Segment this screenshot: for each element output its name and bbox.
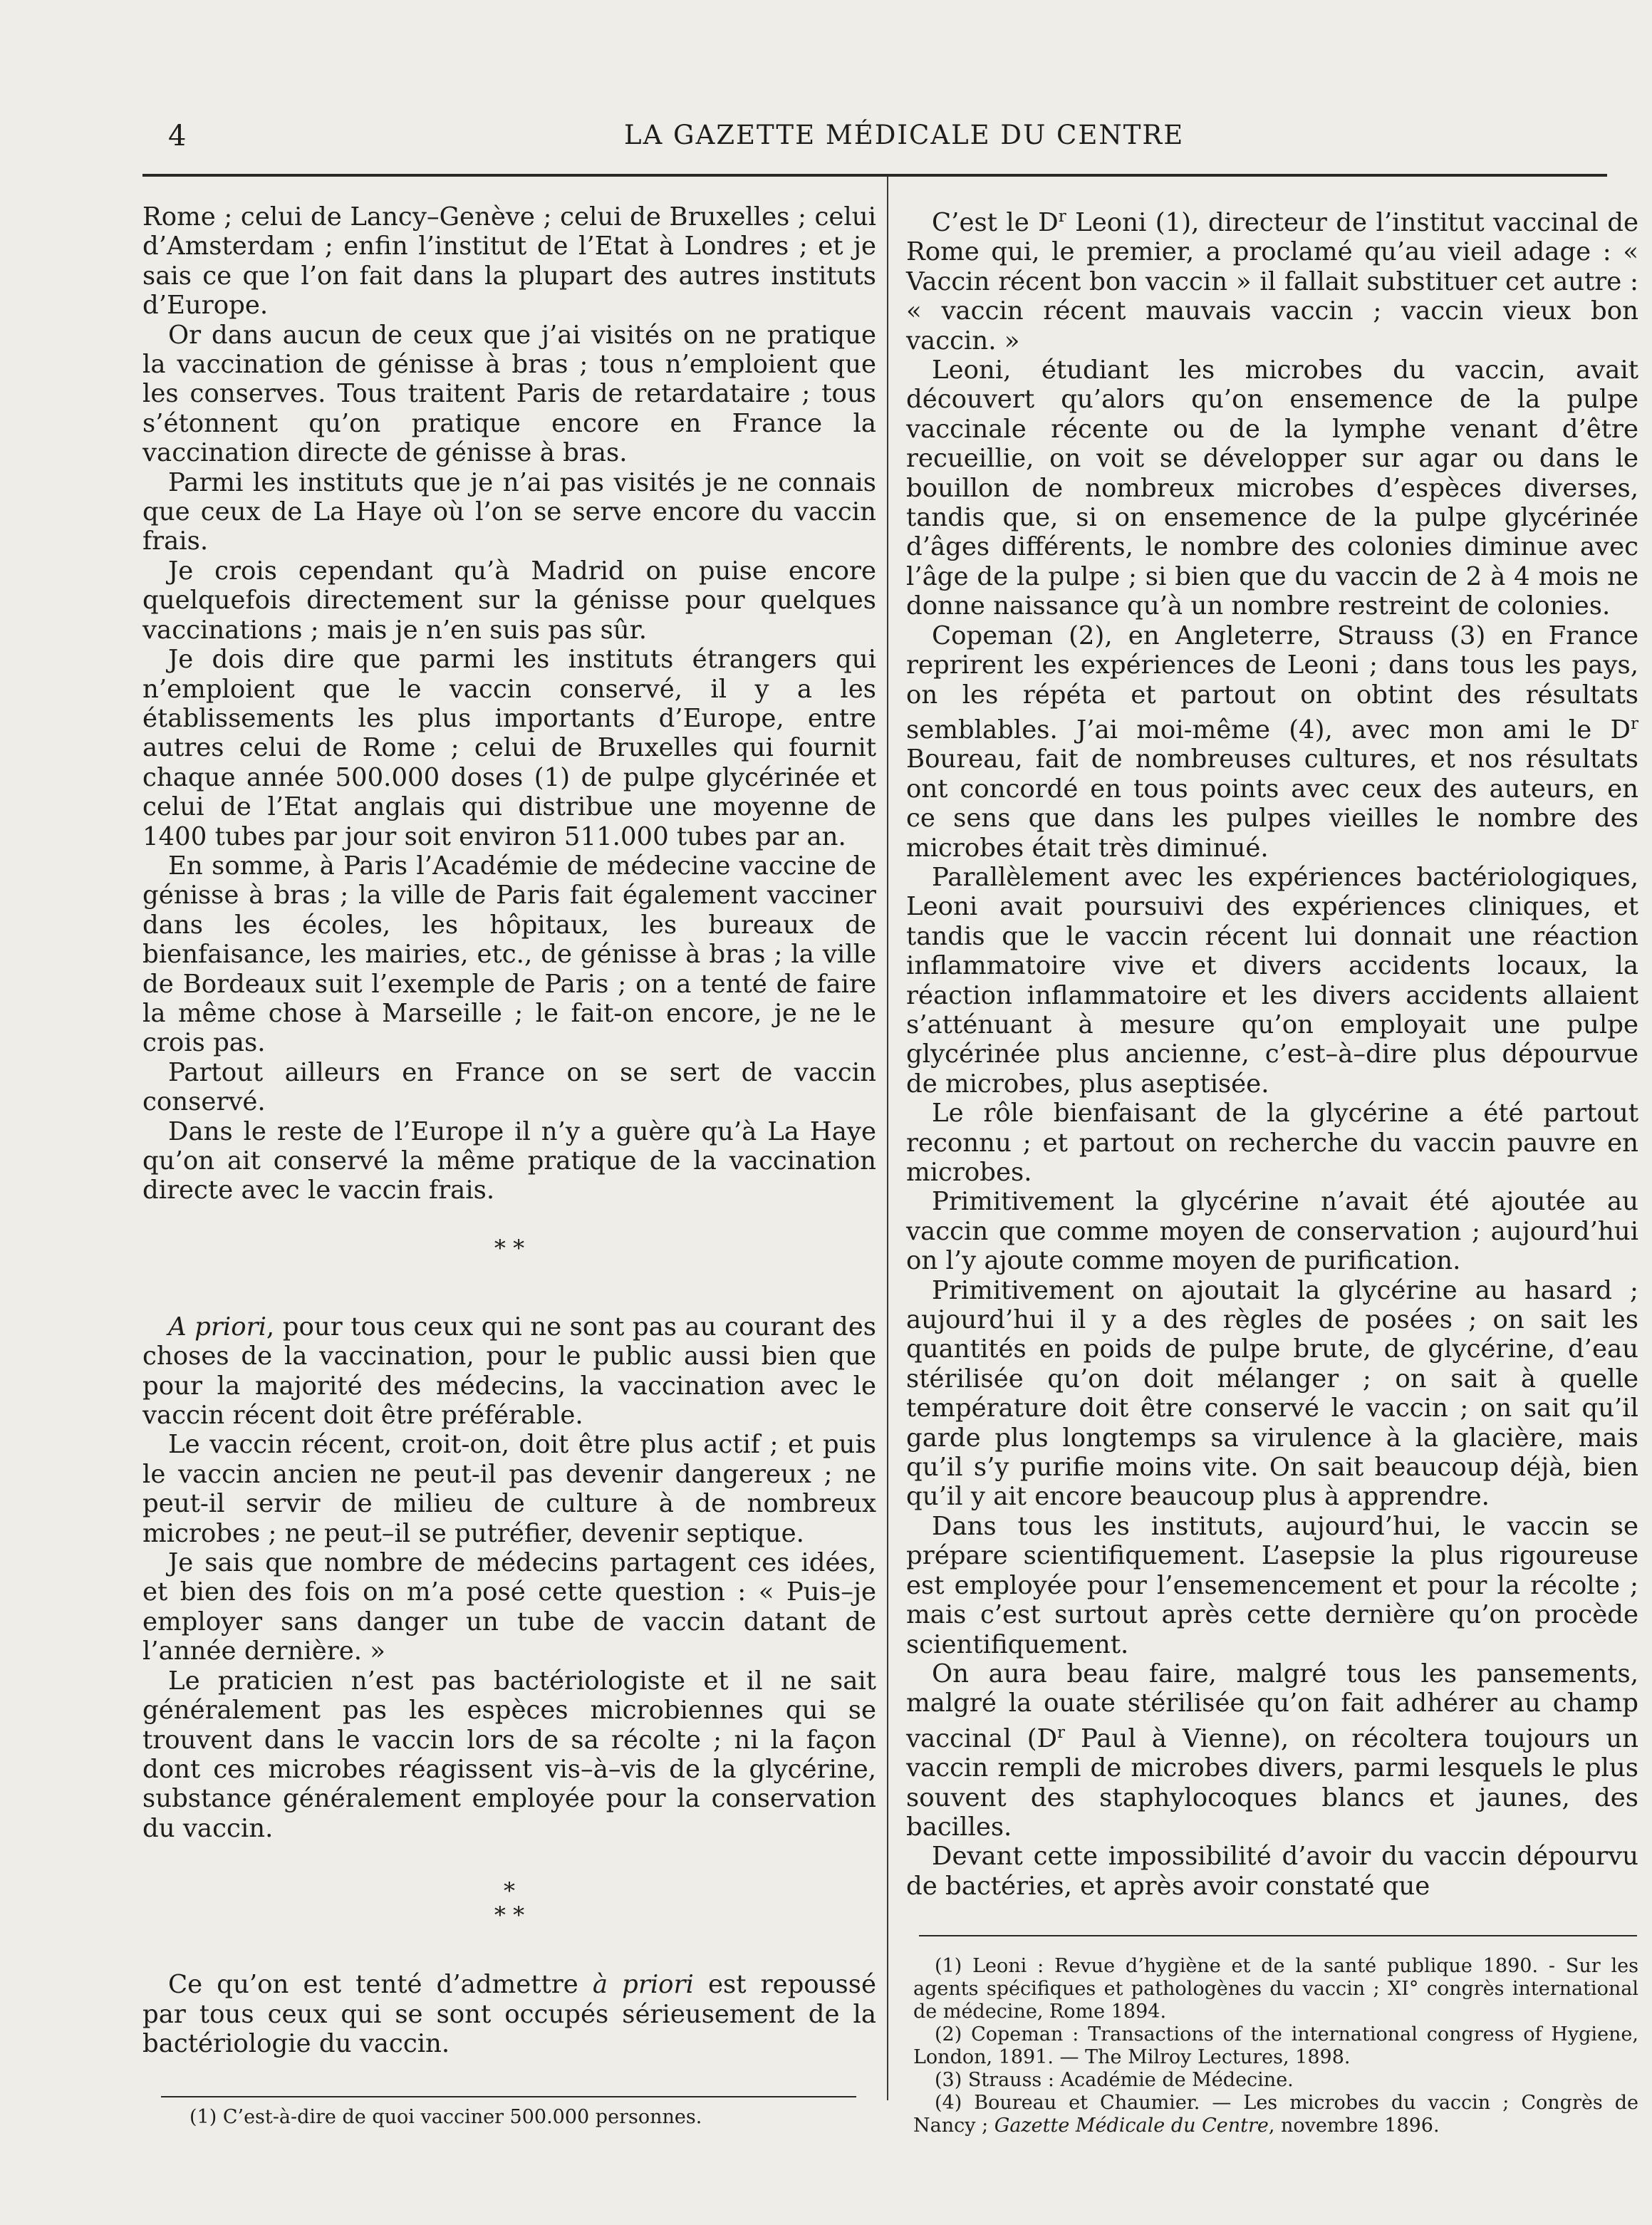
paragraph-text: C’est le D bbox=[932, 208, 1059, 237]
paragraph: Je dois dire que parmi les instituts étrangers qui n’emploient que le vaccin conservé, il y a les établissements les plus importants d’Europe, entre autres celui de Rome ; celui de Bruxelles qui fournit chaque année 500.000 doses (1) de pulpe glycérinée et celui de l’Etat anglais qui distribue une moyenne de 1400 tubes par jour soit environ 511.000 tubes par an. bbox=[142, 645, 876, 851]
footnote-text: , novembre 1896. bbox=[1268, 2115, 1440, 2137]
paragraph: Je sais que nombre de médecins partagent ces idées, et bien des fois on m’a posé cette question : « Puis–je employer sans danger un tube de vaccin datant de l’année dernière. » bbox=[142, 1548, 876, 1666]
paragraph: Je crois cependant qu’à Madrid on puise encore quelquefois directement sur la génisse pour quelques vaccinations ; mais je n’en suis pas sûr. bbox=[142, 556, 876, 645]
footnote-rule bbox=[919, 1935, 1637, 1936]
left-column bbox=[142, 202, 876, 2058]
paragraph: Devant cette impossibilité d’avoir du vaccin dépourvu de bactéries, et après avoir constaté que bbox=[906, 1842, 1638, 1901]
paragraph-text: Ce qu’on est tenté d’admettre bbox=[168, 1970, 593, 2000]
superscript: r bbox=[1058, 207, 1066, 226]
paragraph-text: Paul à Vienne), on récoltera toujours un vaccin rempli de microbes divers, parmi lesquels le plus souvent des staphylocoques blancs et jaunes, des bacilles. bbox=[906, 1723, 1638, 1842]
paragraph-text: Leoni (1), directeur de l’institut vaccinal de Rome qui, le premier, a proclamé qu’au vieil adage : « Vaccin récent bon vaccin » il fallait substituer cet autre : « vaccin récent mauvais vaccin ; vaccin vieux bon vaccin. » bbox=[906, 208, 1638, 356]
column-divider bbox=[887, 177, 888, 2100]
paragraph-text: Boureau, fait de nombreuses cultures, et nos résultats ont concordé en tous points avec ceux des auteurs, en ce sens que dans les pulpes vieilles le nombre des microbes était très diminué. bbox=[906, 745, 1638, 863]
footnote: (1) C’est-à-dire de quoi vacciner 500.000 personnes. bbox=[189, 2106, 702, 2128]
paragraph bbox=[142, 1312, 876, 1431]
superscript: r bbox=[1631, 714, 1638, 733]
footnote: (3) Strauss : Académie de Médecine. bbox=[935, 2069, 1294, 2091]
paragraph bbox=[906, 1659, 1638, 1842]
right-column bbox=[906, 202, 1638, 1901]
paragraph: Or dans aucun de ceux que j’ai visités on ne pratique la vaccination de génisse à bras ; tous n’emploient que les conserves. Tous traitent Paris de retardataire ; tous s’étonnent qu’on pratique encore en France la vaccination directe de génisse à bras. bbox=[142, 320, 876, 468]
paragraph: Parallèlement avec les expériences bactériologiques, Leoni avait poursuivi des expériences cliniques, et tandis que le vaccin récent lui donnait une réaction inflammatoire vive et divers accidents locaux, la réaction inflammatoire et les divers accidents allaient s’atténuant à mesure qu’on employait une pulpe glycérinée plus ancienne, c’est–à–dire plus dépourvue de microbes, plus aseptisée. bbox=[906, 862, 1638, 1099]
paragraph: En somme, à Paris l’Académie de médecine vaccine de génisse à bras ; la ville de Paris fait également vacciner dans les écoles, les hôpitaux, les bureaux de bienfaisance, les mairies, etc., de génisse à bras ; la ville de Bordeaux suit l’exemple de Paris ; on a tenté de faire la même chose à Marseille ; le fait-on encore, je ne le crois pas. bbox=[142, 851, 876, 1058]
footnote bbox=[913, 2092, 1638, 2137]
asterism-bottom: * * bbox=[494, 1902, 525, 1929]
paragraph bbox=[142, 1970, 876, 2058]
paragraph-text: est repoussé par tous ceux qui se sont occupés sérieusement de la bactériologie du vaccin. bbox=[142, 1970, 876, 2058]
section-break: * * bbox=[494, 1234, 525, 1262]
paragraph: Parmi les instituts que je n’ai pas visités je ne connais que ceux de La Haye où l’on se serve encore du vaccin frais. bbox=[142, 467, 876, 556]
paragraph: Primitivement on ajoutait la glycérine au hasard ; aujourd’hui il y a des règles de posées ; on sait les quantités en poids de pulpe brute, de glycérine, d’eau stérilisée qu’on doit mélanger ; on sait à quelle température doit être conservé le vaccin ; on sait qu’il garde plus longtemps sa virulence à la glacière, mais qu’il s’y purifie moins vite. On sait beaucoup déjà, bien qu’il y ait encore beaucoup plus à apprendre. bbox=[906, 1275, 1638, 1512]
italic-text: Gazette Médicale du Centre bbox=[994, 2115, 1269, 2137]
paragraph: Dans tous les instituts, aujourd’hui, le vaccin se prépare scientifiquement. L’asepsie la plus rigoureuse est employée pour l’ensemencement et pour la récolte ; mais c’est surtout après cette dernière qu’on procède scientifiquement. bbox=[906, 1511, 1638, 1659]
italic-text: à priori bbox=[592, 1970, 694, 2000]
asterism-top: * bbox=[504, 1877, 515, 1905]
right-footnotes bbox=[913, 1955, 1638, 2137]
paragraph: Dans le reste de l’Europe il n’y a guère qu’à La Haye qu’on ait conservé la même pratique de la vaccination directe avec le vaccin frais. bbox=[142, 1116, 876, 1205]
left-footnotes bbox=[168, 2106, 873, 2129]
paragraph-text: On aura beau faire, malgré tous les pansements, malgré la ouate stérilisée qu’on fait adhérer au champ vaccinal (D bbox=[906, 1659, 1638, 1753]
paragraph bbox=[906, 621, 1638, 863]
paragraph-text: , pour tous ceux qui ne sont pas au courant des choses de la vaccination, pour le public aussi bien que pour la majorité des médecins, la vaccination avec le vaccin récent doit être préférable. bbox=[142, 1312, 876, 1431]
paragraph: Le rôle bienfaisant de la glycérine a été partout reconnu ; et partout on recherche du vaccin pauvre en microbes. bbox=[906, 1099, 1638, 1187]
page-number: 4 bbox=[168, 120, 187, 152]
section-break bbox=[142, 1879, 876, 1927]
footnote: (1) Leoni : Revue d’hygiène et de la santé publique 1890. - Sur les agents spécifiques et pathologènes du vaccin ; XI° congrès international de médecine, Rome 1894. bbox=[913, 1955, 1638, 2023]
footnote: (2) Copeman : Transactions of the international congress of Hygiene, London, 1891. — The Milroy Lectures, 1898. bbox=[913, 2023, 1638, 2068]
paragraph: Le praticien n’est pas bactériologiste et il ne sait généralement pas les espèces microbiennes qui se trouvent dans le vaccin lors de sa récolte ; ni la façon dont ces microbes réagissent vis–à–vis de la glycérine, substance généralement employée pour la conservation du vaccin. bbox=[142, 1666, 876, 1843]
running-title: LA GAZETTE MÉDICALE DU CENTRE bbox=[624, 120, 1185, 150]
paragraph: Rome ; celui de Lancy–Genève ; celui de Bruxelles ; celui d’Amsterdam ; enfin l’institut de l’Etat à Londres ; et je sais ce que l’on fait dans la plupart des autres instituts d’Europe. bbox=[142, 202, 876, 321]
page-header bbox=[168, 120, 1621, 160]
paragraph: Primitivement la glycérine n’avait été ajoutée au vaccin que comme moyen de conservation ; aujourd’hui on l’y ajoute comme moyen de purification. bbox=[906, 1187, 1638, 1276]
paragraph: Le vaccin récent, croit-on, doit être plus actif ; et puis le vaccin ancien ne peut-il pas devenir dangereux ; ne peut-il servir de milieu de culture à de nombreux microbes ; ne peut–il se putréfier, devenir septique. bbox=[142, 1430, 876, 1548]
header-rule bbox=[142, 174, 1607, 177]
italic-lead: A priori bbox=[168, 1312, 266, 1342]
footnote-rule bbox=[161, 2096, 856, 2097]
paragraph: Leoni, étudiant les microbes du vaccin, avait découvert qu’alors qu’on ensemence de la pulpe vaccinale récente ou de la lymphe venant d’être recueillie, on voit se développer sur agar ou dans le bouillon de nombreux microbes d’espèces diverses, tandis que, si on ensemence de la pulpe glycérinée d’âges différents, le nombre des colonies diminue avec l’âge de la pulpe ; si bien que du vaccin de 2 à 4 mois ne donne naissance qu’à un nombre restreint de colonies. bbox=[906, 356, 1638, 621]
paragraph-text: Copeman (2), en Angleterre, Strauss (3) en France reprirent les expériences de Leoni ; dans tous les pays, on les répéta et partout on obtint des résultats semblables. J’ai moi-même (4), avec mon ami le D bbox=[906, 621, 1638, 745]
footnote-text: (4) Boureau et Chaumier. — Les microbes du vaccin ; Congrès de Nancy ; bbox=[913, 2092, 1638, 2137]
paragraph: Partout ailleurs en France on se sert de vaccin conservé. bbox=[142, 1057, 876, 1117]
superscript: r bbox=[1057, 1723, 1066, 1742]
paragraph bbox=[906, 202, 1638, 356]
